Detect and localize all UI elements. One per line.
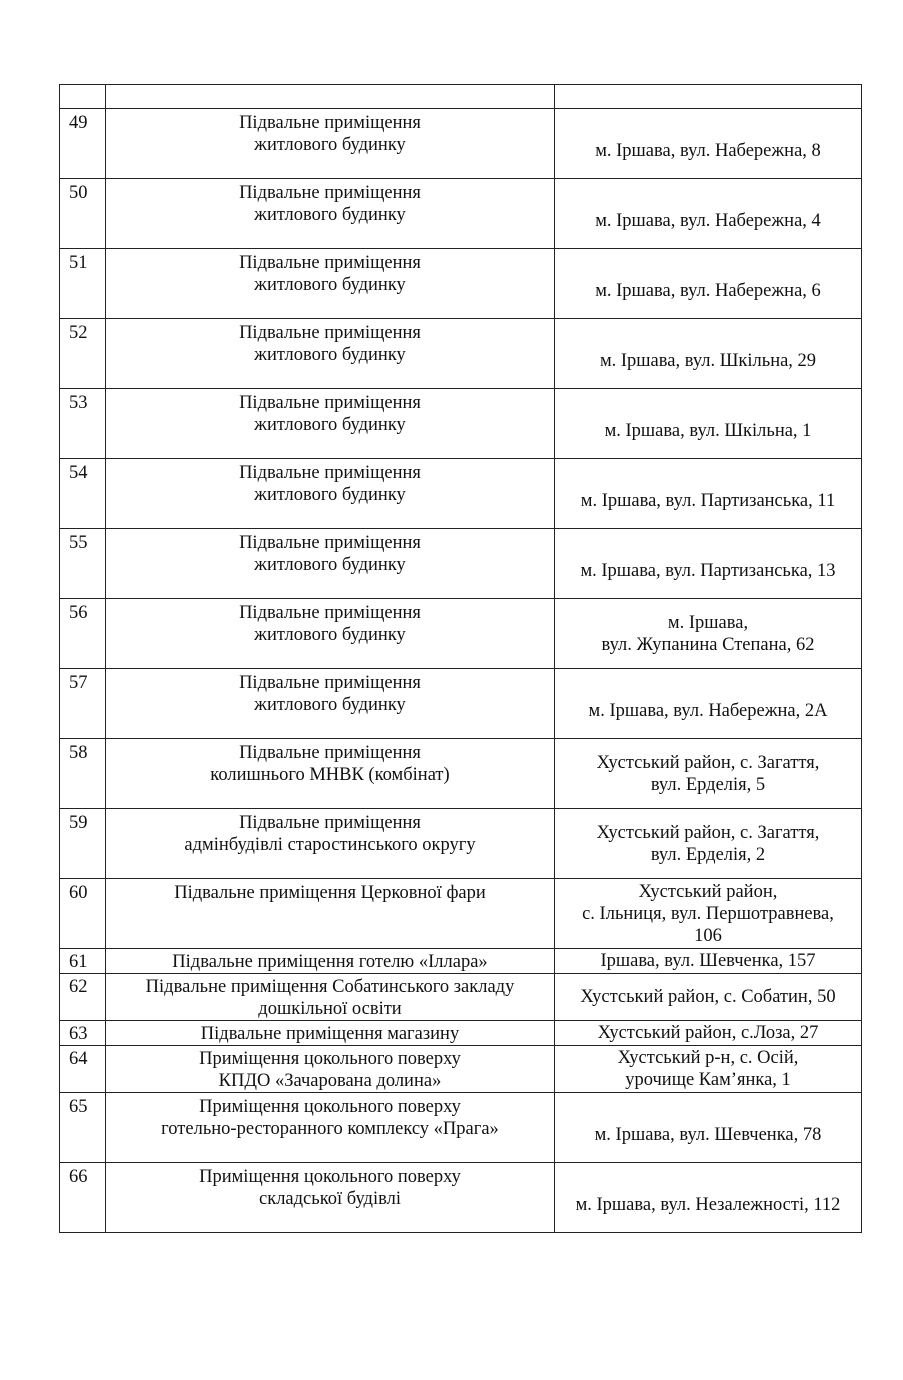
shelter-address-line: м. Іршава, вул. Набережна, 2А bbox=[588, 700, 828, 721]
shelter-address bbox=[555, 319, 862, 389]
shelter-address bbox=[555, 949, 862, 974]
row-number-text: 49 bbox=[69, 113, 88, 133]
shelter-name-line: житлового будинку bbox=[254, 135, 406, 155]
row-number bbox=[60, 319, 106, 389]
shelter-address-line: м. Іршава, вул. Набережна, 4 bbox=[595, 210, 821, 231]
row-number-text: 64 bbox=[69, 1049, 88, 1069]
row-number bbox=[60, 739, 106, 809]
row-number bbox=[60, 809, 106, 879]
shelter-name-line: житлового будинку bbox=[254, 205, 406, 225]
header-cell-name bbox=[106, 85, 555, 109]
shelter-name-line: готельно-ресторанного комплексу «Прага» bbox=[161, 1119, 499, 1139]
row-number bbox=[60, 459, 106, 529]
shelter-name-line: КПДО «Зачарована долина» bbox=[218, 1071, 442, 1091]
shelter-address bbox=[555, 109, 862, 179]
shelter-name-line: Підвальне приміщення bbox=[239, 323, 421, 343]
shelter-name-line: Підвальне приміщення bbox=[239, 253, 421, 273]
shelter-name bbox=[106, 974, 555, 1021]
shelter-name bbox=[106, 529, 555, 599]
shelter-name-line: Приміщення цокольного поверху bbox=[199, 1167, 461, 1187]
row-number-text: 61 bbox=[69, 952, 88, 972]
row-number-text: 63 bbox=[69, 1024, 88, 1044]
shelter-address bbox=[555, 389, 862, 459]
shelter-name bbox=[106, 319, 555, 389]
row-number bbox=[60, 249, 106, 319]
shelter-name-line: Приміщення цокольного поверху bbox=[199, 1097, 461, 1117]
row-number-text: 66 bbox=[69, 1167, 88, 1187]
shelter-name bbox=[106, 389, 555, 459]
shelter-name bbox=[106, 949, 555, 974]
shelter-name-line: житлового будинку bbox=[254, 695, 406, 715]
shelter-name-line: Підвальне приміщення bbox=[239, 743, 421, 763]
shelter-name-line: житлового будинку bbox=[254, 415, 406, 435]
shelter-name bbox=[106, 1163, 555, 1233]
row-number bbox=[60, 1046, 106, 1093]
shelter-name bbox=[106, 459, 555, 529]
table-body bbox=[60, 85, 862, 1233]
table-row bbox=[60, 669, 862, 739]
shelter-address-line: м. Іршава, bbox=[667, 612, 749, 633]
shelter-name-line: житлового будинку bbox=[254, 555, 406, 575]
row-number-text: 52 bbox=[69, 323, 88, 343]
table-row bbox=[60, 599, 862, 669]
shelter-name-line: житлового будинку bbox=[254, 625, 406, 645]
shelter-name-line: Підвальне приміщення bbox=[239, 673, 421, 693]
shelter-name bbox=[106, 599, 555, 669]
shelter-name-line: Підвальне приміщення готелю «Іллара» bbox=[172, 952, 488, 972]
shelter-name-line: колишнього МНВК (комбінат) bbox=[210, 765, 450, 785]
shelter-address bbox=[555, 599, 862, 669]
table-row bbox=[60, 1046, 862, 1093]
shelter-name-line: дошкільної освіти bbox=[258, 999, 402, 1019]
row-number bbox=[60, 1163, 106, 1233]
shelter-name-line: житлового будинку bbox=[254, 485, 406, 505]
row-number bbox=[60, 879, 106, 949]
row-number bbox=[60, 1093, 106, 1163]
shelter-name bbox=[106, 1021, 555, 1046]
shelter-address bbox=[555, 809, 862, 879]
shelter-name-line: Підвальне приміщення bbox=[239, 113, 421, 133]
shelter-address-line: м. Іршава, вул. Шкільна, 29 bbox=[599, 350, 817, 371]
shelter-address bbox=[555, 1163, 862, 1233]
shelter-name-line: складської будівлі bbox=[259, 1189, 401, 1209]
shelter-name bbox=[106, 1046, 555, 1093]
shelter-address-line: м. Іршава, вул. Набережна, 6 bbox=[595, 280, 821, 301]
shelter-address bbox=[555, 529, 862, 599]
row-number bbox=[60, 109, 106, 179]
shelter-address-line: м. Іршава, вул. Партизанська, 13 bbox=[580, 560, 836, 581]
shelter-address-line: Іршава, вул. Шевченка, 157 bbox=[600, 951, 816, 971]
row-number bbox=[60, 949, 106, 974]
shelter-name-line: Підвальне приміщення bbox=[239, 393, 421, 413]
shelter-address-line: м. Іршава, вул. Партизанська, 11 bbox=[580, 490, 836, 511]
table-row bbox=[60, 809, 862, 879]
shelter-address bbox=[555, 1046, 862, 1093]
shelter-name bbox=[106, 179, 555, 249]
row-number-text: 65 bbox=[69, 1097, 88, 1117]
row-number-text: 56 bbox=[69, 603, 88, 623]
row-number-text: 55 bbox=[69, 533, 88, 553]
shelter-address-line: м. Іршава, вул. Незалежності, 112 bbox=[575, 1194, 841, 1215]
shelter-name-line: адмінбудівлі старостинського округу bbox=[184, 835, 476, 855]
shelter-name-line: Підвальне приміщення bbox=[239, 603, 421, 623]
header-row bbox=[60, 85, 862, 109]
row-number bbox=[60, 669, 106, 739]
row-number-text: 62 bbox=[69, 977, 88, 997]
shelter-address bbox=[555, 879, 862, 949]
shelter-address bbox=[555, 739, 862, 809]
table-row bbox=[60, 1163, 862, 1233]
shelter-address-line: Хустський р-н, с. Осій, bbox=[617, 1048, 799, 1068]
row-number-text: 60 bbox=[69, 883, 88, 903]
shelter-address-line: вул. Жупанина Степана, 62 bbox=[601, 634, 815, 655]
shelter-address-line: с. Ільниця, вул. Першотравнева, bbox=[582, 903, 834, 924]
shelter-name-line: Підвальне приміщення bbox=[239, 533, 421, 553]
shelter-name bbox=[106, 879, 555, 949]
shelter-name-line: Підвальне приміщення bbox=[239, 463, 421, 483]
table-row bbox=[60, 249, 862, 319]
row-number bbox=[60, 529, 106, 599]
shelter-address-line: м. Іршава, вул. Шевченка, 78 bbox=[594, 1124, 822, 1145]
header-cell-num bbox=[60, 85, 106, 109]
shelter-address-line: вул. Ерделія, 5 bbox=[650, 774, 766, 795]
table-row bbox=[60, 109, 862, 179]
table-row bbox=[60, 949, 862, 974]
header-cell-address bbox=[555, 85, 862, 109]
row-number-text: 50 bbox=[69, 183, 88, 203]
row-number-text: 51 bbox=[69, 253, 88, 273]
table-row bbox=[60, 739, 862, 809]
shelter-name-line: Підвальне приміщення магазину bbox=[200, 1024, 460, 1044]
row-number-text: 54 bbox=[69, 463, 88, 483]
shelter-name-line: житлового будинку bbox=[254, 275, 406, 295]
shelter-address-line: Хустський район, с. Загаття, bbox=[596, 752, 820, 773]
shelter-address bbox=[555, 1093, 862, 1163]
table-row bbox=[60, 879, 862, 949]
row-number-text: 57 bbox=[69, 673, 88, 693]
table-row bbox=[60, 179, 862, 249]
table-row bbox=[60, 1021, 862, 1046]
shelter-address-line: Хустський район, с. Собатин, 50 bbox=[580, 987, 836, 1007]
table-row bbox=[60, 389, 862, 459]
table-row bbox=[60, 459, 862, 529]
row-number bbox=[60, 179, 106, 249]
shelter-address-line: вул. Ерделія, 2 bbox=[650, 844, 766, 865]
shelter-name bbox=[106, 1093, 555, 1163]
shelter-name-line: Підвальне приміщення Собатинського закладу bbox=[145, 977, 515, 997]
shelter-name-line: Приміщення цокольного поверху bbox=[199, 1049, 461, 1069]
table-row bbox=[60, 319, 862, 389]
shelter-address-line: Хустський район, с.Лоза, 27 bbox=[597, 1023, 819, 1043]
shelter-name bbox=[106, 739, 555, 809]
shelter-address bbox=[555, 249, 862, 319]
row-number-text: 53 bbox=[69, 393, 88, 413]
shelter-name bbox=[106, 109, 555, 179]
shelter-address-line: урочище Кам’янка, 1 bbox=[625, 1070, 791, 1090]
shelter-name bbox=[106, 249, 555, 319]
shelter-name bbox=[106, 669, 555, 739]
row-number bbox=[60, 599, 106, 669]
shelter-name-line: Підвальне приміщення bbox=[239, 813, 421, 833]
row-number bbox=[60, 389, 106, 459]
shelter-address bbox=[555, 179, 862, 249]
shelter-name-line: Підвальне приміщення Церковної фари bbox=[174, 883, 486, 903]
shelter-address bbox=[555, 1021, 862, 1046]
shelter-address bbox=[555, 974, 862, 1021]
shelter-address-line: м. Іршава, вул. Набережна, 8 bbox=[595, 140, 821, 161]
row-number bbox=[60, 1021, 106, 1046]
table-row bbox=[60, 1093, 862, 1163]
shelter-name-line: Підвальне приміщення bbox=[239, 183, 421, 203]
shelters-table bbox=[59, 84, 862, 1233]
row-number-text: 58 bbox=[69, 743, 88, 763]
row-number bbox=[60, 974, 106, 1021]
shelter-address-line: 106 bbox=[694, 925, 722, 946]
table-row bbox=[60, 529, 862, 599]
row-number-text: 59 bbox=[69, 813, 88, 833]
shelter-address-line: Хустський район, bbox=[638, 881, 778, 902]
shelter-name-line: житлового будинку bbox=[254, 345, 406, 365]
shelter-address-line: м. Іршава, вул. Шкільна, 1 bbox=[604, 420, 812, 441]
shelter-address-line: Хустський район, с. Загаття, bbox=[596, 822, 820, 843]
shelter-name bbox=[106, 809, 555, 879]
shelter-address bbox=[555, 459, 862, 529]
table-row bbox=[60, 974, 862, 1021]
shelter-address bbox=[555, 669, 862, 739]
